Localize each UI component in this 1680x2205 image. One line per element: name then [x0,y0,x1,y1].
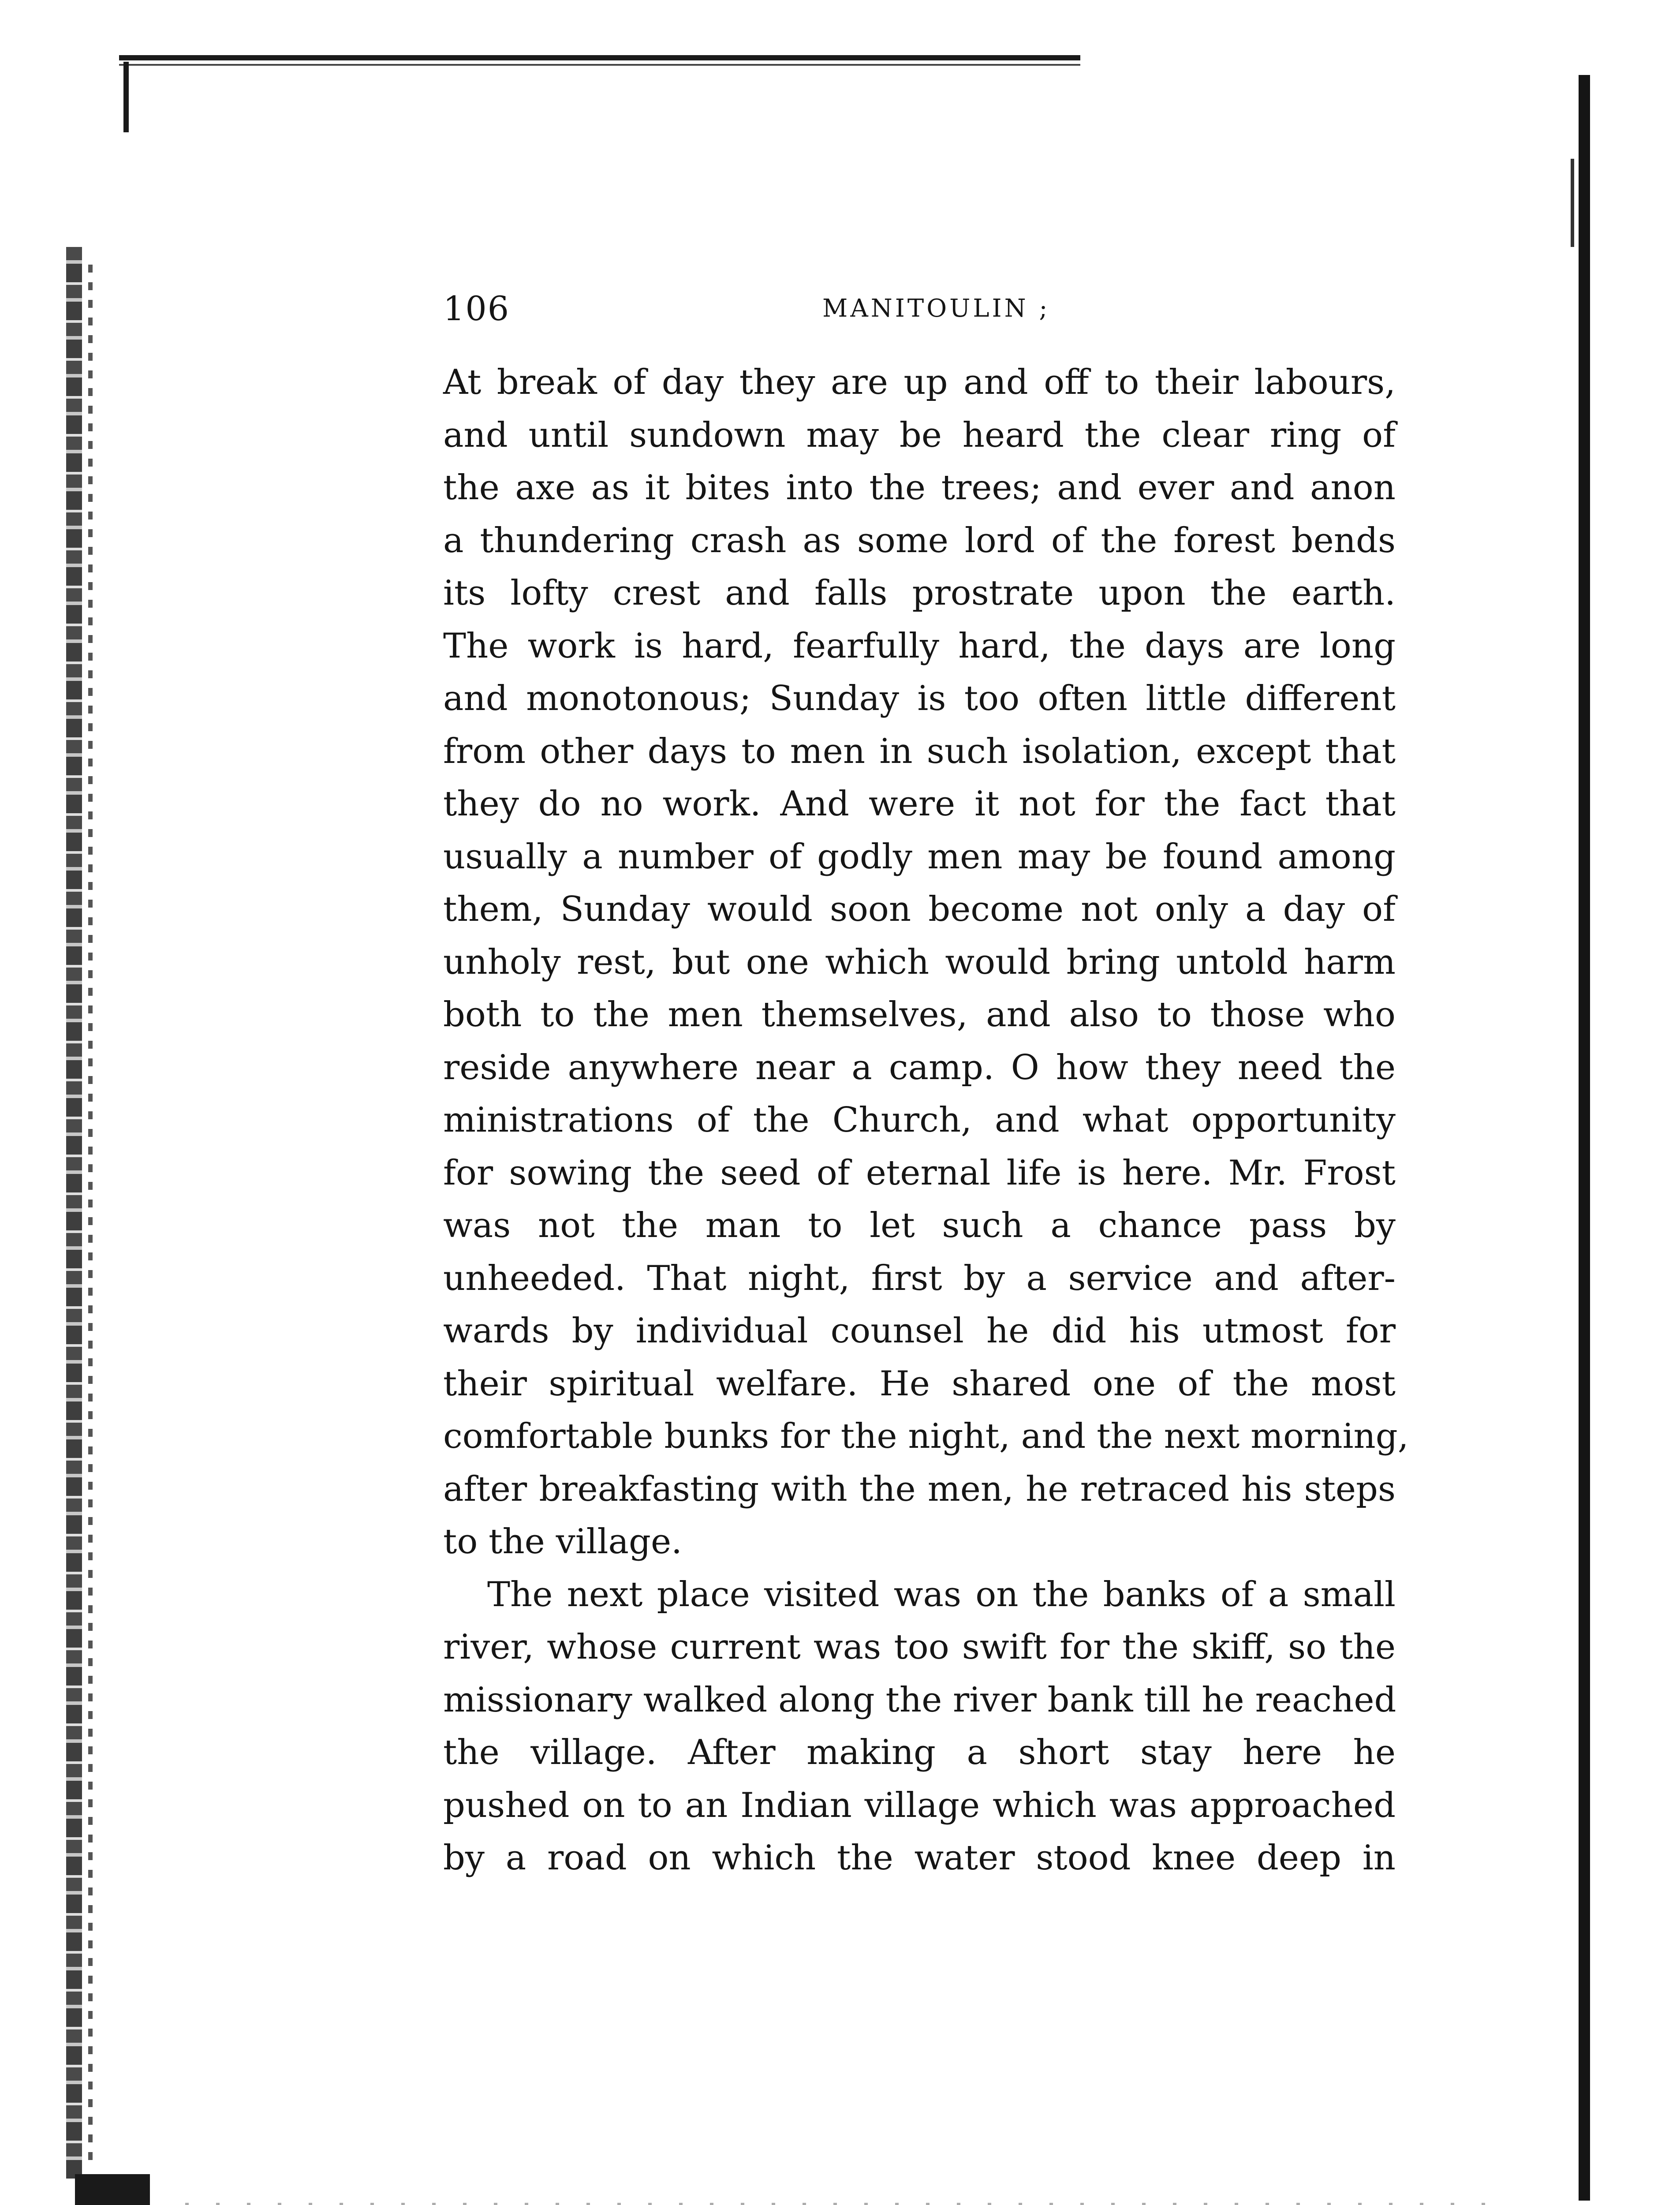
text-line: The next place visited was on the banks of a small [487,1574,1396,1615]
scan-blot [75,2174,150,2205]
text-line: for sowing the seed of eternal life is here. Mr. Frost [443,1153,1396,1193]
page-number: 106 [443,289,510,328]
text-line: after breakfasting with the men, he retraced his steps [443,1469,1396,1509]
text-line: both to the men themselves, and also to those who [443,995,1396,1035]
text-line: a thundering crash as some lord of the forest bends [443,520,1396,561]
text-line: unholy rest, but one which would bring untold harm [443,942,1396,982]
text-line: from other days to men in such isolation, except that [443,731,1396,771]
paragraph [443,1569,1396,1885]
scan-edge-left-inner [88,265,93,2161]
text-line: and monotonous; Sunday is too often little different [443,679,1396,718]
body-text [443,356,1409,1885]
paragraph [443,356,1409,1569]
text-line: reside anywhere near a camp. O how they need the [443,1047,1396,1088]
scan-edge-mark [123,62,129,132]
text-line: usually a number of godly men may be found among [443,837,1396,877]
text-line: At break of day they are up and off to their labours, [443,363,1396,402]
text-line: the village. After making a short stay here he [443,1733,1396,1772]
scan-edge-right [1579,75,1590,2201]
text-line: its lofty crest and falls prostrate upon the earth. [443,573,1396,613]
text-line: they do no work. And were it not for the fact that [443,784,1396,824]
text-line: the axe as it bites into the trees; and ever and anon [443,468,1396,508]
text-line: them, Sunday would soon become not only a day of [443,889,1396,929]
text-line: missionary walked along the river bank till he reached [443,1680,1396,1720]
text-line: comfortable bunks for the night, and the next morning, [443,1416,1409,1456]
scan-edge-bottom [185,2203,1508,2205]
scan-border-top-thin [119,64,1080,66]
running-head [443,278,1396,340]
text-line: The work is hard, fearfully hard, the days are long [443,626,1396,666]
scan-border-top [119,55,1080,60]
text-line: was not the man to let such a chance pass by [443,1206,1396,1245]
running-title: MANITOULIN ; [822,294,1050,323]
text-line: wards by individual counsel he did his utmost for [443,1311,1396,1351]
text-line: to the village. [443,1522,682,1562]
text-line: unheeded. That night, first by a service and after- [443,1258,1396,1298]
scan-edge-left [66,247,82,2179]
scan-edge-right-mark [1571,159,1574,247]
text-line: their spiritual welfare. He shared one of the most [443,1364,1396,1404]
text-line: ministrations of the Church, and what opportunity [443,1100,1396,1140]
text-line: by a road on which the water stood knee deep in [443,1838,1396,1878]
text-line: and until sundown may be heard the clear ring of [443,415,1396,455]
text-line: river, whose current was too swift for the skiff, so the [443,1627,1396,1667]
text-line: pushed on to an Indian village which was approached [443,1785,1396,1825]
